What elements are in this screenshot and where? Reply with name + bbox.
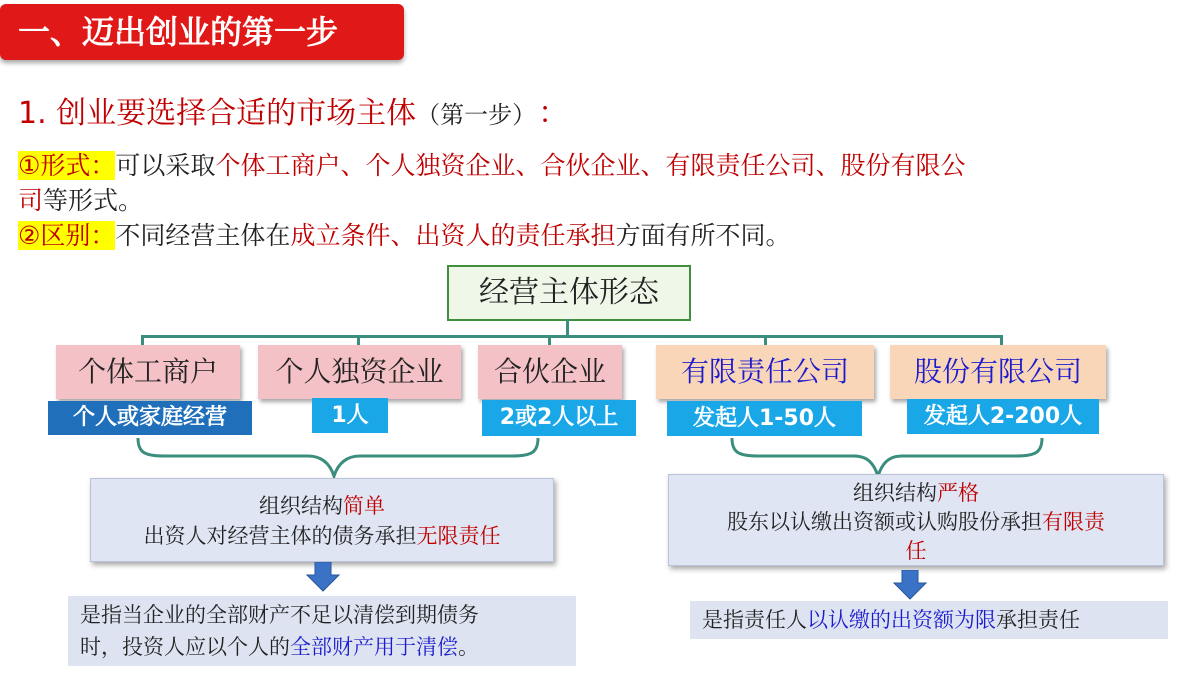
diagram-root: 经营主体形态 bbox=[447, 265, 691, 321]
diff-text-2: 成立条件、出资人的责任承担 bbox=[290, 221, 616, 250]
left-note-2c: 。 bbox=[458, 635, 479, 659]
left-info-2a: 出资人对经营主体的债务承担 bbox=[143, 524, 417, 548]
left-info-2b: 无限责任 bbox=[416, 524, 501, 548]
type-box-4 bbox=[656, 345, 874, 399]
form-text-1: 可以采取 bbox=[115, 151, 216, 180]
heading-main: 1. 创业要选择合适的市场主体 bbox=[18, 96, 417, 131]
right-info-line-2 bbox=[669, 508, 1163, 537]
form-text-3: 司 bbox=[18, 186, 44, 215]
tree-horizontal-line bbox=[141, 335, 1003, 338]
right-down-arrow-icon bbox=[893, 570, 927, 600]
form-label: ①形式： bbox=[18, 151, 116, 180]
heading-sub: （第一步） bbox=[416, 101, 525, 129]
form-line-cont bbox=[18, 181, 143, 217]
page-title: 一、迈出创业的第一步 bbox=[0, 4, 404, 60]
left-note-2b: 全部财产用于清偿 bbox=[290, 635, 458, 659]
right-note-b: 以认缴的出资额为限 bbox=[807, 608, 996, 632]
left-info-1b: 简单 bbox=[343, 494, 385, 518]
diff-line bbox=[18, 216, 790, 252]
form-text-2: 个体工商户、个人独资企业、合伙企业、有限责任公司、股份有限公 bbox=[215, 151, 966, 180]
section-heading bbox=[18, 88, 568, 132]
type-label-5: 股份有限公司 bbox=[913, 355, 1082, 388]
right-info-line-1 bbox=[669, 479, 1163, 508]
form-text-4: 等形式。 bbox=[43, 186, 144, 215]
type-tag-5: 发起人2-200人 bbox=[907, 399, 1099, 434]
type-label-4: 有限责任公司 bbox=[680, 355, 849, 388]
left-group-brace bbox=[130, 436, 550, 480]
type-box-5 bbox=[890, 345, 1106, 399]
right-info-1a: 组织结构 bbox=[853, 481, 937, 505]
right-note-c: 承担责任 bbox=[996, 608, 1080, 632]
type-box-1: 个体工商户 bbox=[56, 345, 240, 399]
left-info-box bbox=[90, 478, 554, 562]
diff-text-1: 不同经营主体在 bbox=[115, 221, 291, 250]
right-note-box bbox=[690, 601, 1168, 639]
left-down-arrow-icon bbox=[306, 562, 340, 592]
type-tag-3: 2或2人以上 bbox=[482, 400, 636, 436]
left-info-1a: 组织结构 bbox=[259, 494, 343, 518]
left-note-line-1: 是指当企业的全部财产不足以清偿到期债务 bbox=[80, 603, 479, 627]
right-info-line-3: 任 bbox=[905, 539, 927, 563]
right-info-2b: 有限责 bbox=[1042, 510, 1105, 534]
form-line bbox=[18, 146, 965, 182]
left-note-2a: 时，投资人应以个人的 bbox=[80, 635, 290, 659]
right-info-2a: 股东以认缴出资额或认购股份承担 bbox=[727, 510, 1042, 534]
type-tag-1: 个人或家庭经营 bbox=[48, 401, 252, 435]
heading-colon: ： bbox=[538, 96, 569, 131]
type-box-3: 合伙企业 bbox=[478, 345, 622, 399]
type-tag-4: 发起人1-50人 bbox=[667, 401, 862, 436]
type-box-2: 个人独资企业 bbox=[258, 345, 461, 399]
left-info-line-1 bbox=[91, 491, 553, 521]
left-info-line-2 bbox=[91, 521, 553, 551]
diff-label: ②区别： bbox=[18, 221, 116, 250]
left-note-box bbox=[68, 596, 576, 666]
left-note-line-2 bbox=[80, 631, 576, 663]
right-note-a: 是指责任人 bbox=[702, 608, 807, 632]
diff-text-3: 方面有所不同。 bbox=[615, 221, 791, 250]
right-info-box bbox=[668, 474, 1164, 566]
type-tag-2: 1人 bbox=[312, 398, 388, 433]
right-info-1b: 严格 bbox=[937, 481, 979, 505]
